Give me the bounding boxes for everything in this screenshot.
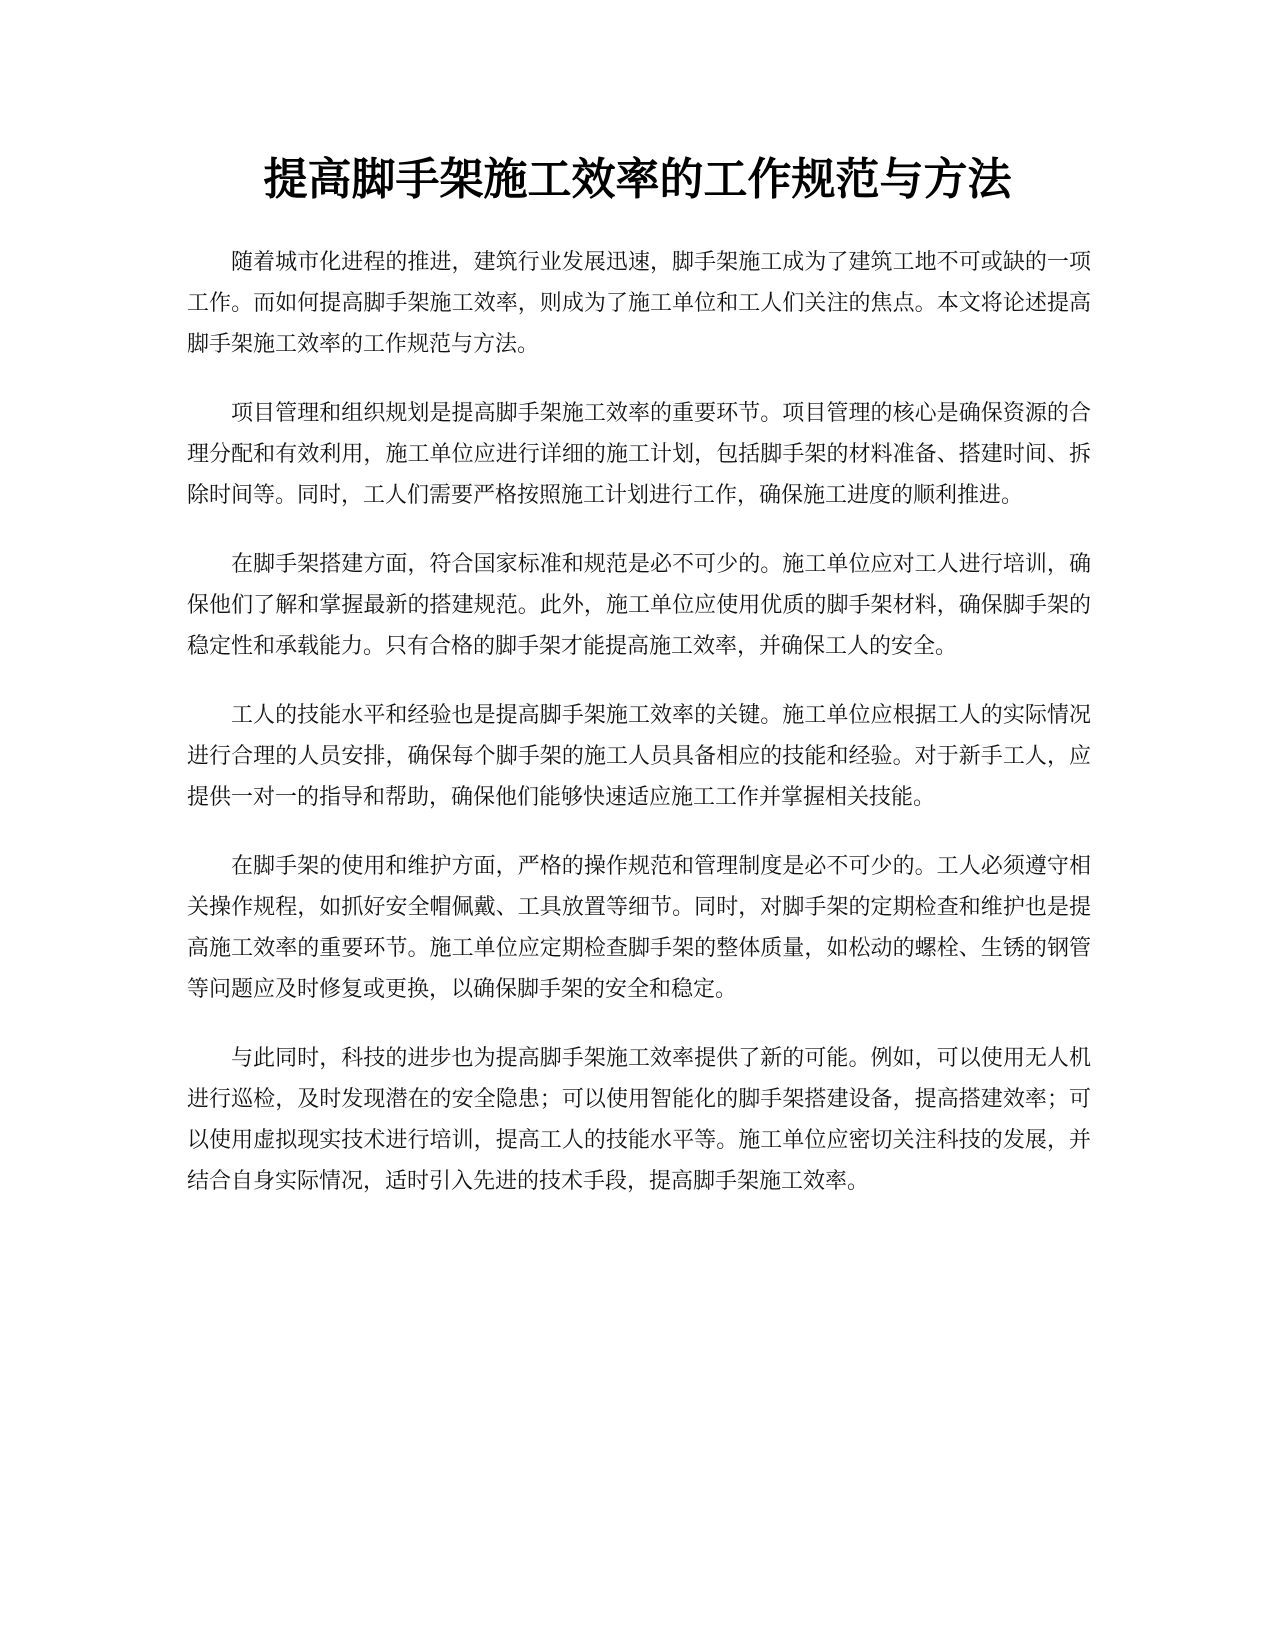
paragraph-1: 随着城市化进程的推进，建筑行业发展迅速，脚手架施工成为了建筑工地不可或缺的一项工作。而如何提高脚手架施工效率，则成为了施工单位和工人们关注的焦点。本文将论述提高脚手架施工效率的工作规范与方法。 <box>187 250 1091 357</box>
paragraph-5: 在脚手架的使用和维护方面，严格的操作规范和管理制度是必不可少的。工人必须遵守相关操作规程，如抓好安全帽佩戴、工具放置等细节。同时，对脚手架的定期检查和维护也是提高施工效率的重要环节。施工单位应定期检查脚手架的整体质量，如松动的螺栓、生锈的钢管等问题应及时修复或更换，以确保脚手架的安全和稳定。 <box>187 854 1091 1002</box>
paragraph-4: 工人的技能水平和经验也是提高脚手架施工效率的关键。施工单位应根据工人的实际情况进行合理的人员安排，确保每个脚手架的施工人员具备相应的技能和经验。对于新手工人，应提供一对一的指导和帮助，确保他们能够快速适应施工工作并掌握相关技能。 <box>187 703 1091 810</box>
document-body <box>187 242 1091 1230</box>
paragraph-2: 项目管理和组织规划是提高脚手架施工效率的重要环节。项目管理的核心是确保资源的合理分配和有效利用，施工单位应进行详细的施工计划，包括脚手架的材料准备、搭建时间、拆除时间等。同时，工人们需要严格按照施工计划进行工作，确保施工进度的顺利推进。 <box>187 401 1091 508</box>
paragraph-3: 在脚手架搭建方面，符合国家标准和规范是必不可少的。施工单位应对工人进行培训，确保他们了解和掌握最新的搭建规范。此外，施工单位应使用优质的脚手架材料，确保脚手架的稳定性和承载能力。只有合格的脚手架才能提高施工效率，并确保工人的安全。 <box>187 552 1091 659</box>
document-title: 提高脚手架施工效率的工作规范与方法 <box>263 154 1012 205</box>
paragraph-6: 与此同时，科技的进步也为提高脚手架施工效率提供了新的可能。例如，可以使用无人机进行巡检，及时发现潜在的安全隐患；可以使用智能化的脚手架搭建设备，提高搭建效率；可以使用虚拟现实技术进行培训，提高工人的技能水平等。施工单位应密切关注科技的发展，并结合自身实际情况，适时引入先进的技术手段，提高脚手架施工效率。 <box>187 1046 1091 1194</box>
